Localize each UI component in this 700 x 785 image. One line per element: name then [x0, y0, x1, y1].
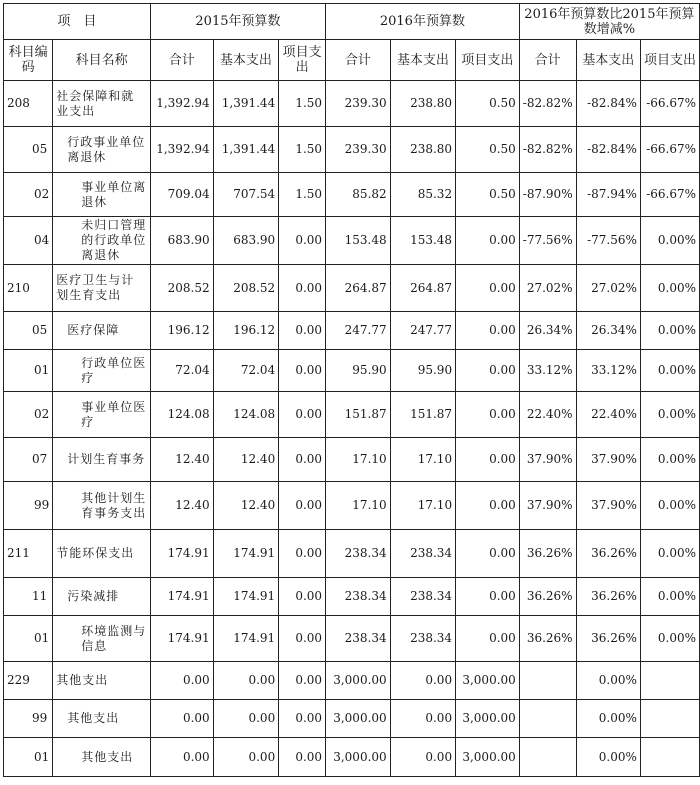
table-row: [4, 312, 700, 350]
cell-2016-project: 0.00: [456, 265, 520, 312]
row-code: 04: [4, 217, 53, 265]
header-change-project: 项目支出: [640, 40, 699, 81]
table-row: [4, 81, 700, 127]
cell-2015-total: 174.91: [150, 530, 213, 578]
cell-change-basic: 0.00%: [576, 738, 640, 777]
cell-2015-total: 174.91: [150, 578, 213, 616]
row-code: 11: [4, 578, 53, 616]
cell-change-project: 0.00%: [640, 265, 699, 312]
cell-change-basic: 33.12%: [576, 350, 640, 392]
cell-2015-basic: 0.00: [213, 738, 279, 777]
header-change-percent: 2016年预算数比2015年预算数增减%: [519, 4, 699, 40]
cell-2016-basic: 0.00: [390, 662, 455, 700]
cell-2015-total: 1,392.94: [150, 81, 213, 127]
cell-2015-project: 0.00: [279, 662, 326, 700]
cell-change-total: [519, 700, 576, 738]
cell-2015-total: 72.04: [150, 350, 213, 392]
cell-2016-project: 0.00: [456, 217, 520, 265]
row-name: 环境监测与信息: [53, 616, 151, 662]
cell-change-project: 0.00%: [640, 578, 699, 616]
cell-change-total: -82.82%: [519, 127, 576, 173]
cell-2016-total: 264.87: [326, 265, 391, 312]
cell-2015-project: 0.00: [279, 482, 326, 530]
cell-change-basic: 37.90%: [576, 438, 640, 482]
row-name: 行政单位医疗: [53, 350, 151, 392]
row-code: 211: [4, 530, 53, 578]
cell-2016-project: 0.00: [456, 482, 520, 530]
cell-change-project: 0.00%: [640, 482, 699, 530]
cell-change-total: 22.40%: [519, 392, 576, 438]
cell-2016-project: 3,000.00: [456, 738, 520, 777]
cell-2016-total: 3,000.00: [326, 700, 391, 738]
header-change-basic: 基本支出: [576, 40, 640, 81]
row-name: 医疗保障: [53, 312, 151, 350]
cell-2016-total: 3,000.00: [326, 662, 391, 700]
row-name: 事业单位离退休: [53, 173, 151, 217]
cell-2016-total: 151.87: [326, 392, 391, 438]
cell-2015-project: 1.50: [279, 127, 326, 173]
cell-2015-total: 709.04: [150, 173, 213, 217]
cell-2016-total: 238.34: [326, 578, 391, 616]
cell-2016-basic: 151.87: [390, 392, 455, 438]
row-name: 事业单位医疗: [53, 392, 151, 438]
cell-2015-basic: 124.08: [213, 392, 279, 438]
cell-2016-basic: 264.87: [390, 265, 455, 312]
table-row: [4, 173, 700, 217]
cell-2016-total: 238.34: [326, 530, 391, 578]
cell-2015-project: 0.00: [279, 530, 326, 578]
cell-2015-project: 1.50: [279, 173, 326, 217]
row-code: 01: [4, 738, 53, 777]
cell-2015-basic: 174.91: [213, 530, 279, 578]
cell-2016-basic: 95.90: [390, 350, 455, 392]
cell-change-total: 26.34%: [519, 312, 576, 350]
row-name: 其他支出: [53, 662, 151, 700]
cell-change-basic: 37.90%: [576, 482, 640, 530]
table-row: [4, 700, 700, 738]
cell-change-project: 0.00%: [640, 350, 699, 392]
table-row: [4, 738, 700, 777]
cell-2016-basic: 238.34: [390, 530, 455, 578]
cell-2015-total: 683.90: [150, 217, 213, 265]
header-code: 科目编码: [4, 40, 53, 81]
cell-2015-project: 0.00: [279, 392, 326, 438]
cell-2016-total: 95.90: [326, 350, 391, 392]
header-2015-basic: 基本支出: [213, 40, 279, 81]
header-2016-budget: 2016年预算数: [326, 4, 520, 40]
cell-2015-total: 208.52: [150, 265, 213, 312]
cell-2015-total: 0.00: [150, 662, 213, 700]
cell-2015-total: 0.00: [150, 700, 213, 738]
cell-2016-project: 0.00: [456, 578, 520, 616]
cell-2015-total: 174.91: [150, 616, 213, 662]
cell-2016-total: 17.10: [326, 482, 391, 530]
table-row: [4, 438, 700, 482]
header-2015-project: 项目支出: [279, 40, 326, 81]
cell-change-total: -82.82%: [519, 81, 576, 127]
cell-2016-basic: 238.34: [390, 616, 455, 662]
cell-2015-basic: 196.12: [213, 312, 279, 350]
cell-change-total: -77.56%: [519, 217, 576, 265]
cell-2016-project: 0.00: [456, 616, 520, 662]
cell-2015-basic: 12.40: [213, 438, 279, 482]
cell-2015-project: 0.00: [279, 438, 326, 482]
cell-change-basic: 27.02%: [576, 265, 640, 312]
cell-2016-basic: 85.32: [390, 173, 455, 217]
cell-2015-total: 124.08: [150, 392, 213, 438]
table-row: [4, 265, 700, 312]
cell-change-project: 0.00%: [640, 312, 699, 350]
cell-change-project: 0.00%: [640, 616, 699, 662]
cell-2016-project: 3,000.00: [456, 700, 520, 738]
cell-2016-total: 239.30: [326, 127, 391, 173]
row-code: 02: [4, 173, 53, 217]
table-row: [4, 127, 700, 173]
table-row: [4, 482, 700, 530]
cell-2015-basic: 683.90: [213, 217, 279, 265]
cell-2015-total: 12.40: [150, 438, 213, 482]
cell-change-basic: 36.26%: [576, 530, 640, 578]
row-code: 229: [4, 662, 53, 700]
cell-2016-project: 0.00: [456, 312, 520, 350]
cell-2016-basic: 0.00: [390, 700, 455, 738]
cell-change-basic: 0.00%: [576, 662, 640, 700]
cell-change-basic: -82.84%: [576, 81, 640, 127]
table-row: [4, 578, 700, 616]
header-2015-budget: 2015年预算数: [150, 4, 325, 40]
cell-change-basic: 36.26%: [576, 616, 640, 662]
cell-change-total: 36.26%: [519, 530, 576, 578]
cell-change-total: [519, 662, 576, 700]
cell-2015-project: 0.00: [279, 738, 326, 777]
cell-change-basic: 0.00%: [576, 700, 640, 738]
cell-change-project: -66.67%: [640, 127, 699, 173]
row-name: 未归口管理的行政单位离退休: [53, 217, 151, 265]
cell-2016-project: 0.00: [456, 530, 520, 578]
cell-change-basic: 26.34%: [576, 312, 640, 350]
table-row: [4, 392, 700, 438]
cell-2015-project: 0.00: [279, 312, 326, 350]
cell-2015-project: 0.00: [279, 616, 326, 662]
cell-change-project: [640, 738, 699, 777]
table-row: [4, 616, 700, 662]
cell-2016-total: 153.48: [326, 217, 391, 265]
row-name: 医疗卫生与计划生育支出: [53, 265, 151, 312]
row-name: 计划生育事务: [53, 438, 151, 482]
cell-2015-project: 0.00: [279, 350, 326, 392]
cell-change-total: 37.90%: [519, 482, 576, 530]
table-row: [4, 530, 700, 578]
table-body: [4, 81, 700, 777]
row-name: 污染减排: [53, 578, 151, 616]
cell-2015-basic: 174.91: [213, 578, 279, 616]
cell-2016-project: 0.50: [456, 173, 520, 217]
table-row: [4, 350, 700, 392]
row-code: 02: [4, 392, 53, 438]
row-name: 节能环保支出: [53, 530, 151, 578]
cell-2015-basic: 0.00: [213, 700, 279, 738]
cell-2016-basic: 17.10: [390, 482, 455, 530]
header-name: 科目名称: [53, 40, 151, 81]
cell-2016-project: 0.00: [456, 392, 520, 438]
cell-change-project: 0.00%: [640, 217, 699, 265]
cell-2016-project: 0.00: [456, 350, 520, 392]
cell-2016-basic: 238.80: [390, 127, 455, 173]
cell-2015-basic: 1,391.44: [213, 81, 279, 127]
cell-2015-project: 0.00: [279, 217, 326, 265]
cell-change-total: 33.12%: [519, 350, 576, 392]
cell-2016-total: 247.77: [326, 312, 391, 350]
cell-2016-basic: 153.48: [390, 217, 455, 265]
cell-change-project: 0.00%: [640, 530, 699, 578]
header-2016-basic: 基本支出: [390, 40, 455, 81]
row-name: 其他计划生育事务支出: [53, 482, 151, 530]
cell-change-basic: -82.84%: [576, 127, 640, 173]
cell-change-total: 27.02%: [519, 265, 576, 312]
cell-2015-basic: 1,391.44: [213, 127, 279, 173]
row-name: 其他支出: [53, 738, 151, 777]
row-code: 05: [4, 127, 53, 173]
table-row: [4, 217, 700, 265]
cell-2016-project: 0.50: [456, 127, 520, 173]
cell-2016-total: 85.82: [326, 173, 391, 217]
cell-change-basic: 22.40%: [576, 392, 640, 438]
row-code: 07: [4, 438, 53, 482]
cell-change-total: [519, 738, 576, 777]
cell-2016-basic: 247.77: [390, 312, 455, 350]
row-code: 210: [4, 265, 53, 312]
cell-2015-basic: 707.54: [213, 173, 279, 217]
table-row: [4, 662, 700, 700]
cell-2016-project: 3,000.00: [456, 662, 520, 700]
cell-change-basic: -77.56%: [576, 217, 640, 265]
cell-change-project: -66.67%: [640, 173, 699, 217]
cell-2015-basic: 174.91: [213, 616, 279, 662]
cell-2015-total: 0.00: [150, 738, 213, 777]
cell-change-total: -87.90%: [519, 173, 576, 217]
header-row-1: [4, 4, 700, 40]
row-code: 99: [4, 482, 53, 530]
header-change-total: 合计: [519, 40, 576, 81]
cell-change-project: 0.00%: [640, 392, 699, 438]
row-code: 01: [4, 350, 53, 392]
header-item: 项 目: [4, 4, 151, 40]
cell-change-project: -66.67%: [640, 81, 699, 127]
header-2015-total: 合计: [150, 40, 213, 81]
cell-change-project: [640, 662, 699, 700]
row-name: 其他支出: [53, 700, 151, 738]
cell-2016-project: 0.00: [456, 438, 520, 482]
cell-change-total: 36.26%: [519, 616, 576, 662]
cell-change-basic: -87.94%: [576, 173, 640, 217]
cell-2016-total: 3,000.00: [326, 738, 391, 777]
row-code: 208: [4, 81, 53, 127]
cell-2015-total: 12.40: [150, 482, 213, 530]
cell-2016-total: 17.10: [326, 438, 391, 482]
cell-change-total: 37.90%: [519, 438, 576, 482]
header-2016-project: 项目支出: [456, 40, 520, 81]
row-code: 01: [4, 616, 53, 662]
cell-2016-basic: 0.00: [390, 738, 455, 777]
budget-table: [3, 3, 700, 777]
row-code: 05: [4, 312, 53, 350]
cell-2015-project: 1.50: [279, 81, 326, 127]
cell-2016-basic: 238.80: [390, 81, 455, 127]
row-name: 社会保障和就业支出: [53, 81, 151, 127]
header-2016-total: 合计: [326, 40, 391, 81]
cell-2015-basic: 12.40: [213, 482, 279, 530]
cell-2015-total: 196.12: [150, 312, 213, 350]
cell-change-project: [640, 700, 699, 738]
cell-change-total: 36.26%: [519, 578, 576, 616]
cell-2015-basic: 208.52: [213, 265, 279, 312]
row-name: 行政事业单位离退休: [53, 127, 151, 173]
header-row-2: [4, 40, 700, 81]
cell-2015-project: 0.00: [279, 265, 326, 312]
cell-2015-total: 1,392.94: [150, 127, 213, 173]
cell-2016-total: 238.34: [326, 616, 391, 662]
cell-2015-basic: 72.04: [213, 350, 279, 392]
cell-2016-project: 0.50: [456, 81, 520, 127]
cell-2016-total: 239.30: [326, 81, 391, 127]
cell-2016-basic: 17.10: [390, 438, 455, 482]
cell-change-project: 0.00%: [640, 438, 699, 482]
cell-2015-project: 0.00: [279, 578, 326, 616]
cell-2015-basic: 0.00: [213, 662, 279, 700]
cell-change-basic: 36.26%: [576, 578, 640, 616]
cell-2016-basic: 238.34: [390, 578, 455, 616]
row-code: 99: [4, 700, 53, 738]
cell-2015-project: 0.00: [279, 700, 326, 738]
